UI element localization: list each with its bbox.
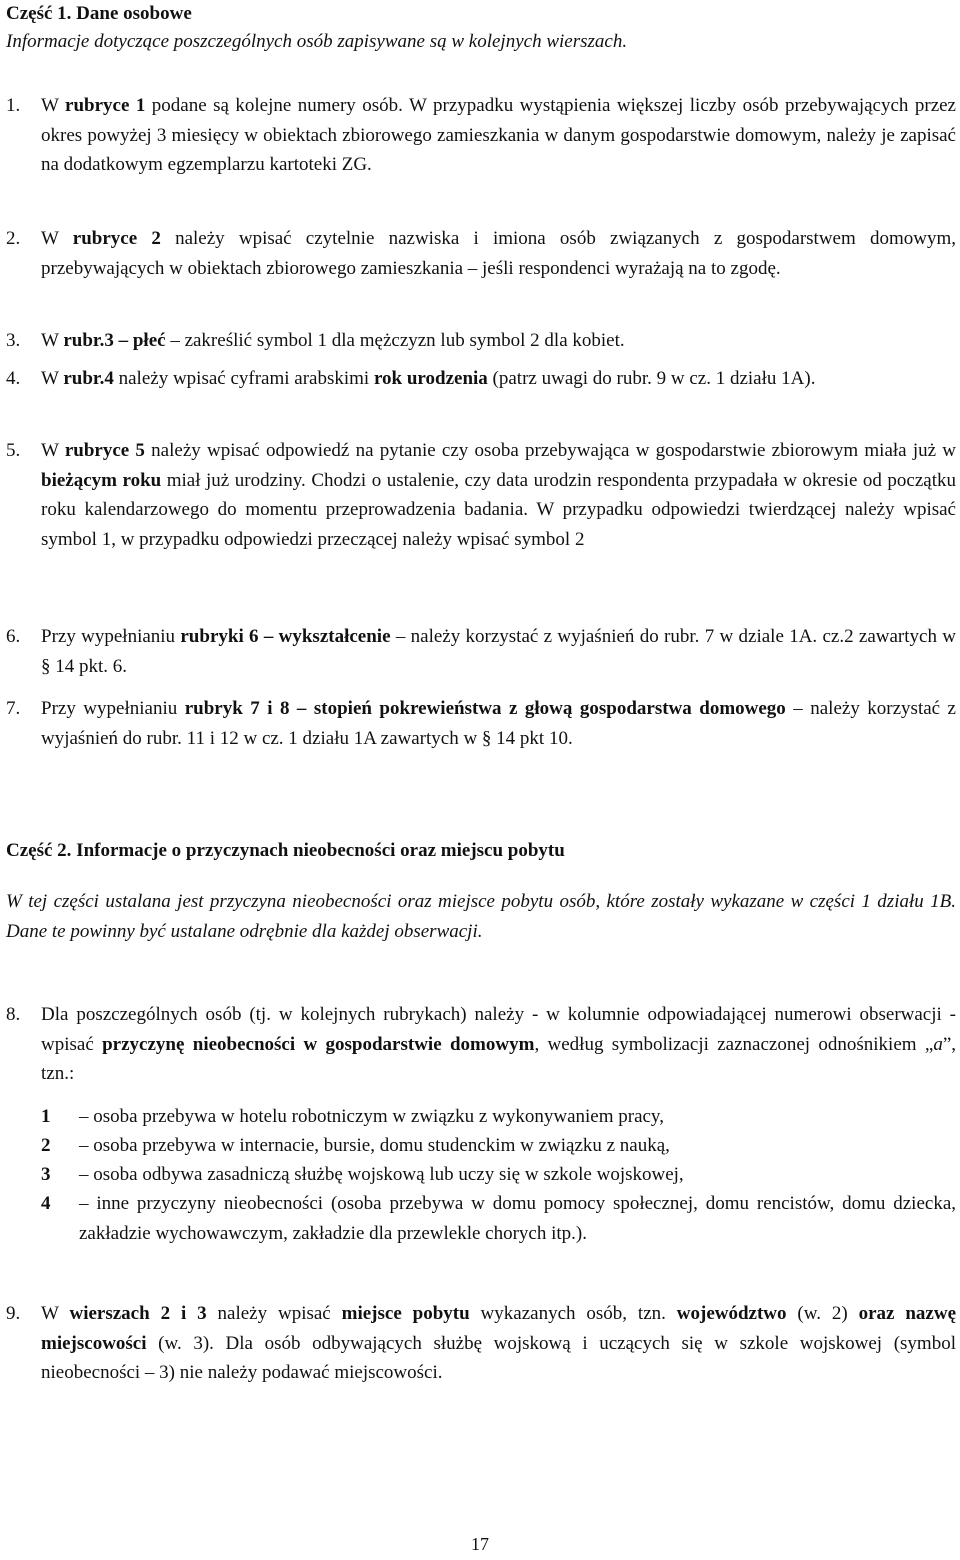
item-4 (6, 364, 956, 394)
item-number: 9. (6, 1303, 21, 1324)
item-2 (6, 224, 956, 283)
part1-intro: Informacje dotyczące poszczególnych osób zapisywane są w kolejnych wierszach. (6, 31, 628, 52)
part2-title (6, 836, 565, 866)
part1-title: Część 1. Dane osobowe (6, 3, 192, 24)
item-text: W rubryce 2 należy wpisać czytelnie nazwiska i imiona osób związanych z gospodarstwem domowym, przebywających w obiektach zbiorowego zamieszkania – jeśli respondenci wyrażają na to zgodę. (41, 228, 957, 279)
item-text: Dla poszczególnych osób (tj. w kolejnych rubrykach) należy - w kolumnie odpowiadającej numerowi obserwacji - wpisać przyczynę nieobecności w gospodarstwie domowym, według symbolizacji zaznaczonej odnośnikiem „a”, tzn.: (41, 1004, 956, 1084)
item-text: W rubr.4 należy wpisać cyframi arabskimi rok urodzenia (patrz uwagi do rubr. 9 w cz. 1 działu 1A). (41, 368, 816, 389)
part2-intro: W tej części ustalana jest przyczyna nieobecności oraz miejsce pobytu osób, które zostały wykazane w części 1 działu 1B. Dane te powinny być ustalane odrębnie dla każdej obserwacji. (6, 891, 956, 942)
item-number: 6. (6, 626, 21, 647)
absence-code-text: – inne przyczyny nieobecności (osoba przebywa w domu pomocy społecznej, domu rencistów, domu dziecka, zakładzie wychowawczym, zakładzie dla przewlekle chorych itp.). (79, 1193, 956, 1244)
item-text: W rubryce 1 podane są kolejne numery osób. W przypadku wystąpienia większej liczby osób przebywających przez okres powyżej 3 miesięcy w obiektach zbiorowego zamieszkania w danym gospodarstwie domowym, należy je zapisać na dodatkowym egzemplarzu kartoteki ZG. (41, 95, 956, 175)
item-5 (6, 436, 956, 554)
absence-code-3 (41, 1160, 956, 1190)
item-text: Przy wypełnianiu rubryk 7 i 8 – stopień pokrewieństwa z głową gospodarstwa domowego – należy korzystać z wyjaśnień do rubr. 11 i 12 w cz. 1 działu 1A zawartych w § 14 pkt 10. (41, 698, 956, 749)
item-text: W rubryce 5 należy wpisać odpowiedź na pytanie czy osoba przebywająca w gospodarstwie zbiorowym miała już w bieżącym roku miał już urodziny. Chodzi o ustalenie, czy data urodzin respondenta przypadała w okresie od początku roku kalendarzowego do momentu przeprowadzenia badania. W przypadku odpowiedzi twierdzącej należy wpisać symbol 1, w przypadku odpowiedzi przeczącej należy wpisać symbol 2 (41, 440, 957, 550)
item-text: Przy wypełnianiu rubryki 6 – wykształcenie – należy korzystać z wyjaśnień do rubr. 7 w dziale 1A. cz.2 zawartych w § 14 pkt. 6. (41, 626, 956, 677)
item-7 (6, 694, 956, 753)
item-3 (6, 326, 956, 356)
item-number: 5. (6, 440, 21, 461)
item-9 (6, 1299, 956, 1388)
absence-code-text: – osoba odbywa zasadniczą służbę wojskową lub uczy się w szkole wojskowej, (79, 1164, 684, 1185)
absence-code-4 (41, 1189, 956, 1248)
part2-title-rest: Informacje o przyczynach nieobecności oraz miejscu pobytu (76, 840, 565, 861)
item-8 (6, 1000, 956, 1089)
page-number: 17 (471, 1534, 489, 1554)
absence-code-text: – osoba przebywa w hotelu robotniczym w związku z wykonywaniem pracy, (79, 1106, 664, 1127)
absence-code: 4 (41, 1193, 51, 1214)
absence-code-2 (41, 1131, 956, 1161)
part2-title-prefix: Część 2. (6, 840, 72, 861)
item-6 (6, 622, 956, 681)
item-1 (6, 91, 956, 180)
item-number: 2. (6, 228, 21, 249)
item-number: 1. (6, 95, 21, 116)
absence-code-text: – osoba przebywa w internacie, bursie, domu studenckim w związku z nauką, (79, 1135, 670, 1156)
absence-code: 1 (41, 1106, 51, 1127)
item-number: 3. (6, 330, 21, 351)
item-number: 8. (6, 1004, 21, 1025)
absence-code: 2 (41, 1135, 51, 1156)
absence-code: 3 (41, 1164, 51, 1185)
absence-code-1 (41, 1102, 956, 1132)
item-text: W wierszach 2 i 3 należy wpisać miejsce pobytu wykazanych osób, tzn. województwo (w. 2) oraz nazwę miejscowości (w. 3). Dla osób odbywających służbę wojskową i uczących się w szkole wojskowej (symbol nieobecności – 3) nie należy podawać miejscowości. (41, 1303, 956, 1383)
item-number: 7. (6, 698, 21, 719)
item-text: W rubr.3 – płeć – zakreślić symbol 1 dla mężczyzn lub symbol 2 dla kobiet. (41, 330, 625, 351)
item-number: 4. (6, 368, 21, 389)
